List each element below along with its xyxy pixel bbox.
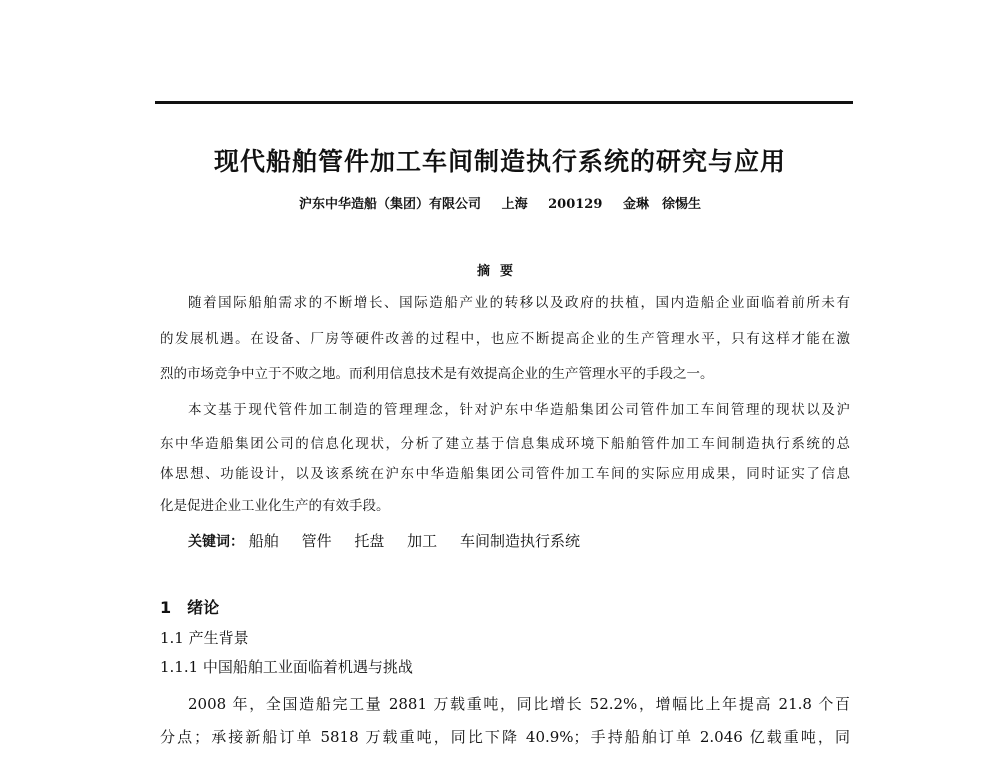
abstract-line: 烈的市场竞争中立于不败之地。而利用信息技术是有效提高企业的生产管理水平的手段之一。: [160, 366, 714, 382]
abstract-heading: 摘要: [476, 264, 523, 279]
body-line: 2008 年，全国造船完工量 2881 万载重吨，同比增长 52.2%，增幅比上年提高 21.8 个百: [188, 695, 850, 713]
subsection-heading: 1.1 产生背景: [160, 629, 249, 647]
author-names: 金琳 徐惕生: [622, 197, 701, 212]
author-organization: 沪东中华造船（集团）有限公司: [299, 197, 482, 212]
body-line: 分点；承接新船订单 5818 万载重吨，同比下降 40.9%；手持船舶订单 2.046 亿载重吨，同: [160, 728, 850, 746]
keyword: 管件: [301, 532, 332, 550]
keyword: 加工: [407, 532, 438, 550]
header-rule: [155, 101, 853, 104]
keywords: [188, 530, 598, 551]
abstract-line: 的发展机遇。在设备、厂房等硬件改善的过程中，也应不断提高企业的生产管理水平，只有这样才能在激: [160, 331, 850, 347]
paper-title: 现代船舶管件加工车间制造执行系统的研究与应用: [213, 147, 786, 176]
keywords-label: 关键词：: [188, 534, 244, 550]
keyword: 船舶: [248, 532, 279, 550]
author-line: [0, 193, 1000, 212]
subsubsection-heading: 1.1.1 中国船舶工业面临着机遇与挑战: [160, 658, 413, 676]
abstract-line: 东中华造船集团公司的信息化现状，分析了建立基于信息集成环境下船舶管件加工车间制造执行系统的总: [160, 436, 850, 452]
section-heading: 1 绪论: [160, 598, 220, 617]
author-city: 上海: [501, 197, 528, 212]
author-postcode: 200129: [548, 197, 603, 212]
keyword: 车间制造执行系统: [459, 532, 580, 550]
abstract-line: 本文基于现代管件加工制造的管理理念，针对沪东中华造船集团公司管件加工车间管理的现状以及沪: [188, 402, 850, 418]
abstract-line: 随着国际船舶需求的不断增长、国际造船产业的转移以及政府的扶植，国内造船企业面临着前所未有: [188, 295, 850, 311]
abstract-line: 体思想、功能设计，以及该系统在沪东中华造船集团公司管件加工车间的实际应用成果，同时证实了信息: [160, 466, 850, 482]
abstract-line: 化是促进企业工业化生产的有效手段。: [160, 498, 390, 514]
keyword: 托盘: [354, 532, 385, 550]
